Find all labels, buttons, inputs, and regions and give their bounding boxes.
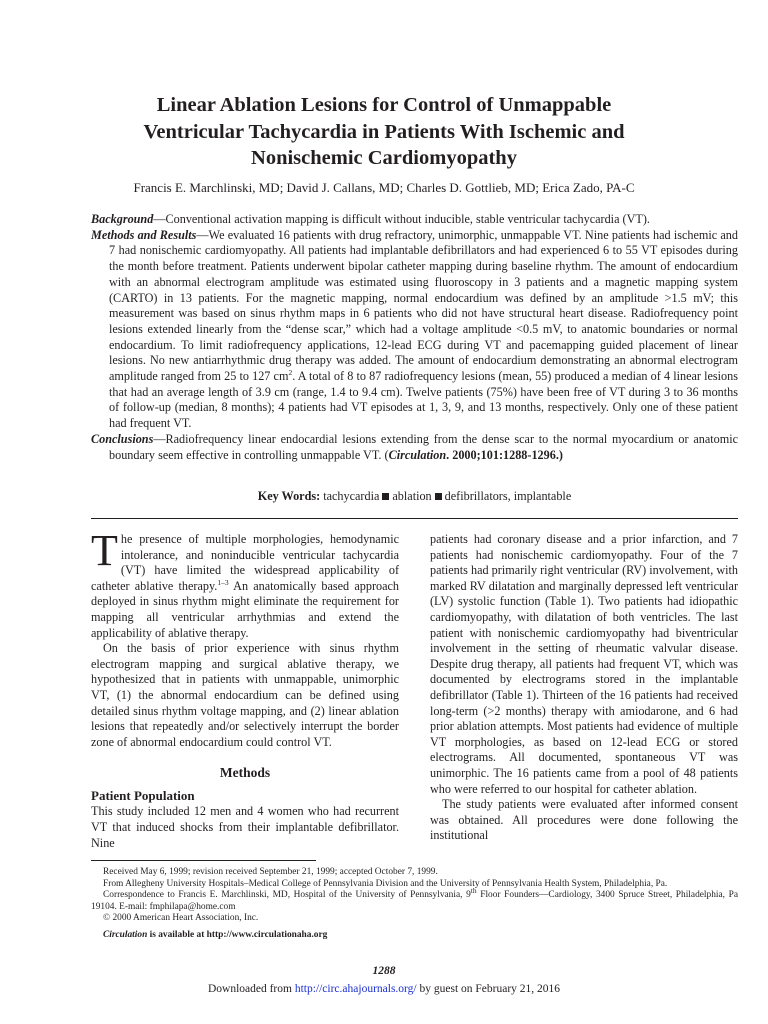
background-text: —Conventional activation mapping is difficult without inducible, stable ventricular tachycardia (VT). [153, 212, 650, 226]
drop-cap: T [91, 526, 118, 575]
conclusions-text: —Radiofrequency linear endocardial lesions extending from the dense scar to the normal myocardium or anatomic boundary seem effective in controlling unmappable VT. ( [109, 431, 738, 462]
abstract-conclusions [91, 432, 738, 463]
section-divider [91, 518, 738, 519]
correspondence-text-2: Floor Founders—Cardiology, 3400 Spruce Street, Philadelphia, Pa 19104. E-mail: fmphilapa@home.com [91, 890, 738, 912]
download-prefix: Downloaded from [207, 983, 295, 995]
intro-paragraph-1 [91, 526, 400, 641]
journal-link[interactable]: http://circ.ahajournals.org/ [294, 983, 417, 995]
correspondence-note [91, 886, 738, 913]
affiliation-note: From Allegheny University Hospitals–Medical College of Pennsylvania Division and the University of Pennsylvania Health System, Philadelphia, Pa. [103, 878, 668, 889]
methods-results-sup: 2 [288, 367, 293, 377]
download-notice [0, 983, 768, 995]
availability-journal: Circulation [103, 929, 148, 940]
right-paragraph-2: The study patients were evaluated after informed consent was obtained. All procedures were done following the institutional [430, 797, 738, 843]
author-list: Francis E. Marchlinski, MD; David J. Callans, MD; Charles D. Gottlieb, MD; Erica Zado, PA-C [133, 180, 635, 195]
availability-text: is available at http://www.circulationaha.org [147, 929, 328, 940]
background-label: Background [91, 212, 154, 226]
body-column-right [430, 532, 738, 844]
page-number: 1288 [372, 965, 396, 977]
intro-text-1-cont: An anatomically based approach deployed in sinus rhythm might eliminate the requirement for mapping all ventricular arrhythmias and extend the applicability of ablative therapy. [91, 578, 400, 640]
key-words-label: Key Words: [257, 489, 321, 503]
right-paragraph-1: patients had coronary disease and a prior infarction, and 7 patients had nonischemic cardiomyopathy. Four of the 7 patients had primarily right ventricular (RV) involvement, with marked RV dilatation and marginally depressed left ventricular (LV) systolic function (Table 1). Two patients had idiopathic cardiomyopathy, with dilatation of both ventricles. The last patient with nonischemic cardiomyopathy had biventricular involvement in the setting of rheumatic valvular disease. Despite drug therapy, all patients had frequent VT, which was documented by electrograms stored in the implantable defibrillator (Table 1). Thirteen of the 16 patients had received long-term (>2 months) therapy with amiodarone, and 6 had prior ablation attempts. Most patients had evidence of multiple VT morphologies, as based on 12-lead ECG or stored electrograms. All documented, spontaneous VT was unimorphic. The 16 patients came from a pool of 48 patients who were referred to our hospital for catheter ablation. [430, 532, 738, 796]
reference-marker: 1–3 [217, 577, 229, 587]
copyright-note: © 2000 American Heart Association, Inc. [103, 913, 259, 924]
received-dates: Received May 6, 1999; revision received September 21, 1999; accepted October 7, 1999. [103, 867, 438, 877]
patient-population-paragraph: This study included 12 men and 4 women who had recurrent VT that induced shocks from their implantable defibrillator. Nine [91, 804, 399, 850]
abstract [91, 212, 738, 463]
footnote-divider [91, 860, 316, 861]
title-line-2: Ventricular Tachycardia in Patients With Ischemic and [143, 120, 625, 143]
abstract-methods [91, 228, 738, 432]
download-suffix: by guest on February 21, 2016 [416, 983, 561, 995]
intro-paragraph-2: On the basis of prior experience with sinus rhythm electrogram mapping and surgical ablative therapy, we hypothesized that in patients with unmappable, unimorphic VT, (1) the abnormal endocardium can be defined using detailed sinus rhythm voltage mapping, and (2) linear ablation lesions that repeatedly and/or selectively interrupt the border zone of abnormal endocardium could control VT. [91, 641, 399, 749]
keyword-item: tachycardia [323, 489, 380, 503]
article-title [60, 92, 708, 172]
citation-details: . 2000;101:1288-1296.) [446, 447, 563, 462]
key-words [91, 488, 738, 504]
keyword-item: ablation [392, 489, 432, 503]
citation-journal: Circulation [388, 447, 447, 462]
abstract-background [91, 212, 738, 228]
keyword-item: defibrillators, implantable [444, 489, 572, 503]
square-bullet-icon [382, 493, 389, 500]
intro-text-1: he presence of multiple morphologies, hemodynamic intolerance, and noninducible ventricular tachycardia (VT) have limited the widespread applicability of catheter ablative therapy. [91, 532, 399, 593]
square-bullet-icon [435, 493, 442, 500]
body-column-left [91, 526, 400, 851]
methods-results-label: Methods and Results [91, 227, 197, 242]
patient-population-heading: Patient Population [91, 788, 195, 804]
footnotes [91, 867, 738, 942]
availability-note [91, 930, 738, 942]
correspondence-sup: th [470, 886, 477, 896]
methods-results-text-1: —We evaluated 16 patients with drug refractory, unimorphic, unmappable VT. Nine patients had ischemic and 7 had nonischemic cardiomyopathy. All patients had implantable defibrillators and had experienced 6 to 55 VT episodes during the month before treatment. Patients underwent bipolar catheter mapping during baseline rhythm. The amount of endocardium with an abnormal electrogram amplitude was estimated using fluoroscopy in 3 patients and a magnetic mapping system (CARTO) in 13 patients. For the magnetic mapping, normal endocardium was defined by an amplitude >1.5 mV; this measurement was based on sinus rhythm maps in 6 patients who did not have structural heart disease. Radiofrequency point lesions extended linearly from the “dense scar,” which had a voltage amplitude <0.5 mV, to anatomic boundaries or normal endocardium. To limit radiofrequency applications, 12-lead ECG during VT and pacemapping guided placement of linear lesions. No new antiarrhythmic drug therapy was added. The amount of endocardium demonstrating an abnormal electrogram amplitude ranged from 25 to 127 cm [109, 227, 738, 384]
methods-heading: Methods [219, 765, 271, 781]
conclusions-label: Conclusions [91, 431, 154, 446]
methods-results-text-2: . A total of 8 to 87 radiofrequency lesions (mean, 55) produced a median of 4 linear lesions that had an average length of 3.9 cm (range, 1.4 to 9.4 cm). Twelve patients (75%) have been free of VT during 3 to 36 months of follow-up (median, 8 months); 4 patients had VT episodes at 1, 3, 9, and 13 months, respectively. Only one of these patient had frequent VT. [109, 369, 738, 431]
title-line-1: Linear Ablation Lesions for Control of Unmappable [156, 94, 612, 116]
correspondence-text-1: Correspondence to Francis E. Marchlinski, MD, Hospital of the University of Pennsylvania, 9 [103, 890, 471, 901]
title-line-3: Nonischemic Cardiomyopathy [251, 147, 517, 169]
